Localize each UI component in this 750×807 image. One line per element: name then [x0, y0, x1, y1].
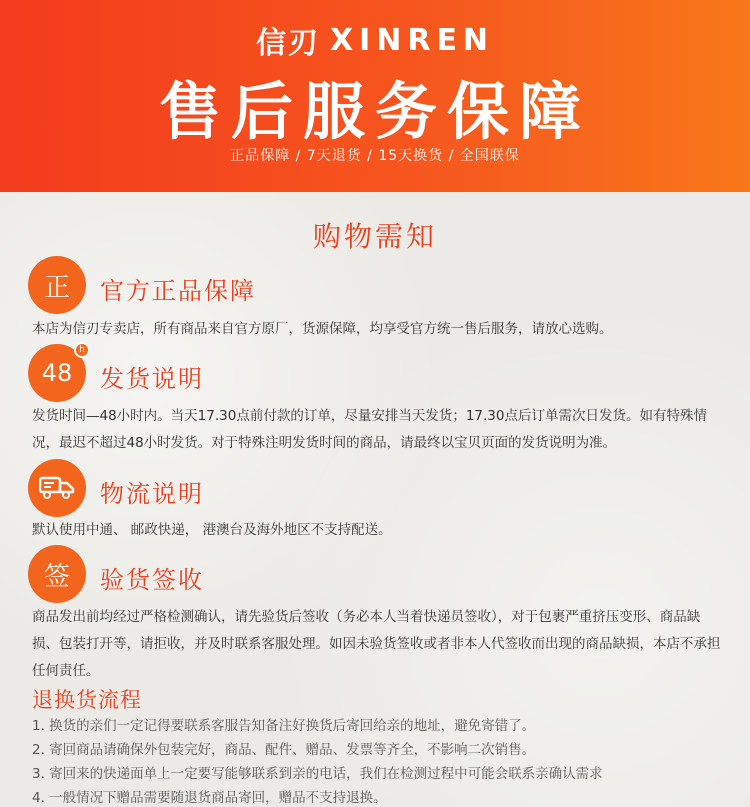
page-title: 售后服务保障	[158, 75, 591, 148]
item-text-logistics: 默认使用中通、 邮政快递， 港澳台及海外地区不支持配送。	[32, 522, 392, 538]
item-title-shipping: 发货说明	[100, 365, 204, 393]
tagline: 正品保障 / 7天退货 / 15天换货 / 全国联保	[230, 148, 520, 164]
badge-label: 48	[41, 359, 73, 387]
item-text-genuine: 本店为信刃专卖店，所有商品来自官方原厂，货源保障，均享受官方统一售后服务，请放心选购。	[32, 321, 613, 337]
badge-label: 正	[43, 272, 70, 303]
badge-sup: h	[74, 342, 90, 358]
item-title-inspection: 验货签收	[100, 566, 204, 594]
brand-name-cn: 信刃	[255, 26, 320, 61]
48h-icon	[28, 344, 86, 402]
brand-logo	[0, 18, 750, 62]
brand-name-en: XINREN	[329, 22, 495, 58]
list-item: 3. 寄回来的快递面单上一定要写能够联系到亲的电话，我们在检测过程中可能会联系亲确认需求	[32, 766, 603, 782]
returns-steps	[32, 714, 722, 807]
header-banner	[0, 0, 750, 192]
item-title-logistics: 物流说明	[100, 480, 204, 508]
truck-icon-svg	[39, 475, 75, 501]
truck-icon	[28, 459, 86, 517]
returns-title: 退换货流程	[32, 688, 142, 712]
zheng-icon	[28, 256, 86, 314]
qian-icon	[28, 545, 86, 603]
item-title-genuine: 官方正品保障	[100, 277, 256, 305]
item-text-inspection: 商品发出前均经过严格检测确认，请先验货后签收（务必本人当着快递员签收），对于包裹严重挤压变形、商品缺损、包装打开等，请拒收，并及时联系客服处理。如因未验货签收或者非本人代签收而出现的商品缺损，本店不承担任何责任。	[32, 609, 721, 679]
section-title: 购物需知	[312, 220, 437, 253]
badge-label: 签	[43, 561, 70, 592]
list-item: 1. 换货的亲们一定记得要联系客服告知备注好换货后寄回给亲的地址，避免寄错了。	[32, 718, 536, 734]
item-text-shipping: 发货时间—48小时内。当天17.30点前付款的订单，尽量安排当天发货；17.30点后订单需次日发货。如有特殊情况，最迟不超过48小时发货。对于特殊注明发货时间的商品，请最终以宝贝页面的发货说明为准。	[32, 408, 707, 451]
list-item: 4. 一般情况下赠品需要随退货商品寄回，赠品不支持退换。	[32, 790, 387, 806]
list-item: 2. 寄回商品请确保外包装完好，商品、配件、赠品、发票等齐全，不影响二次销售。	[32, 742, 536, 758]
